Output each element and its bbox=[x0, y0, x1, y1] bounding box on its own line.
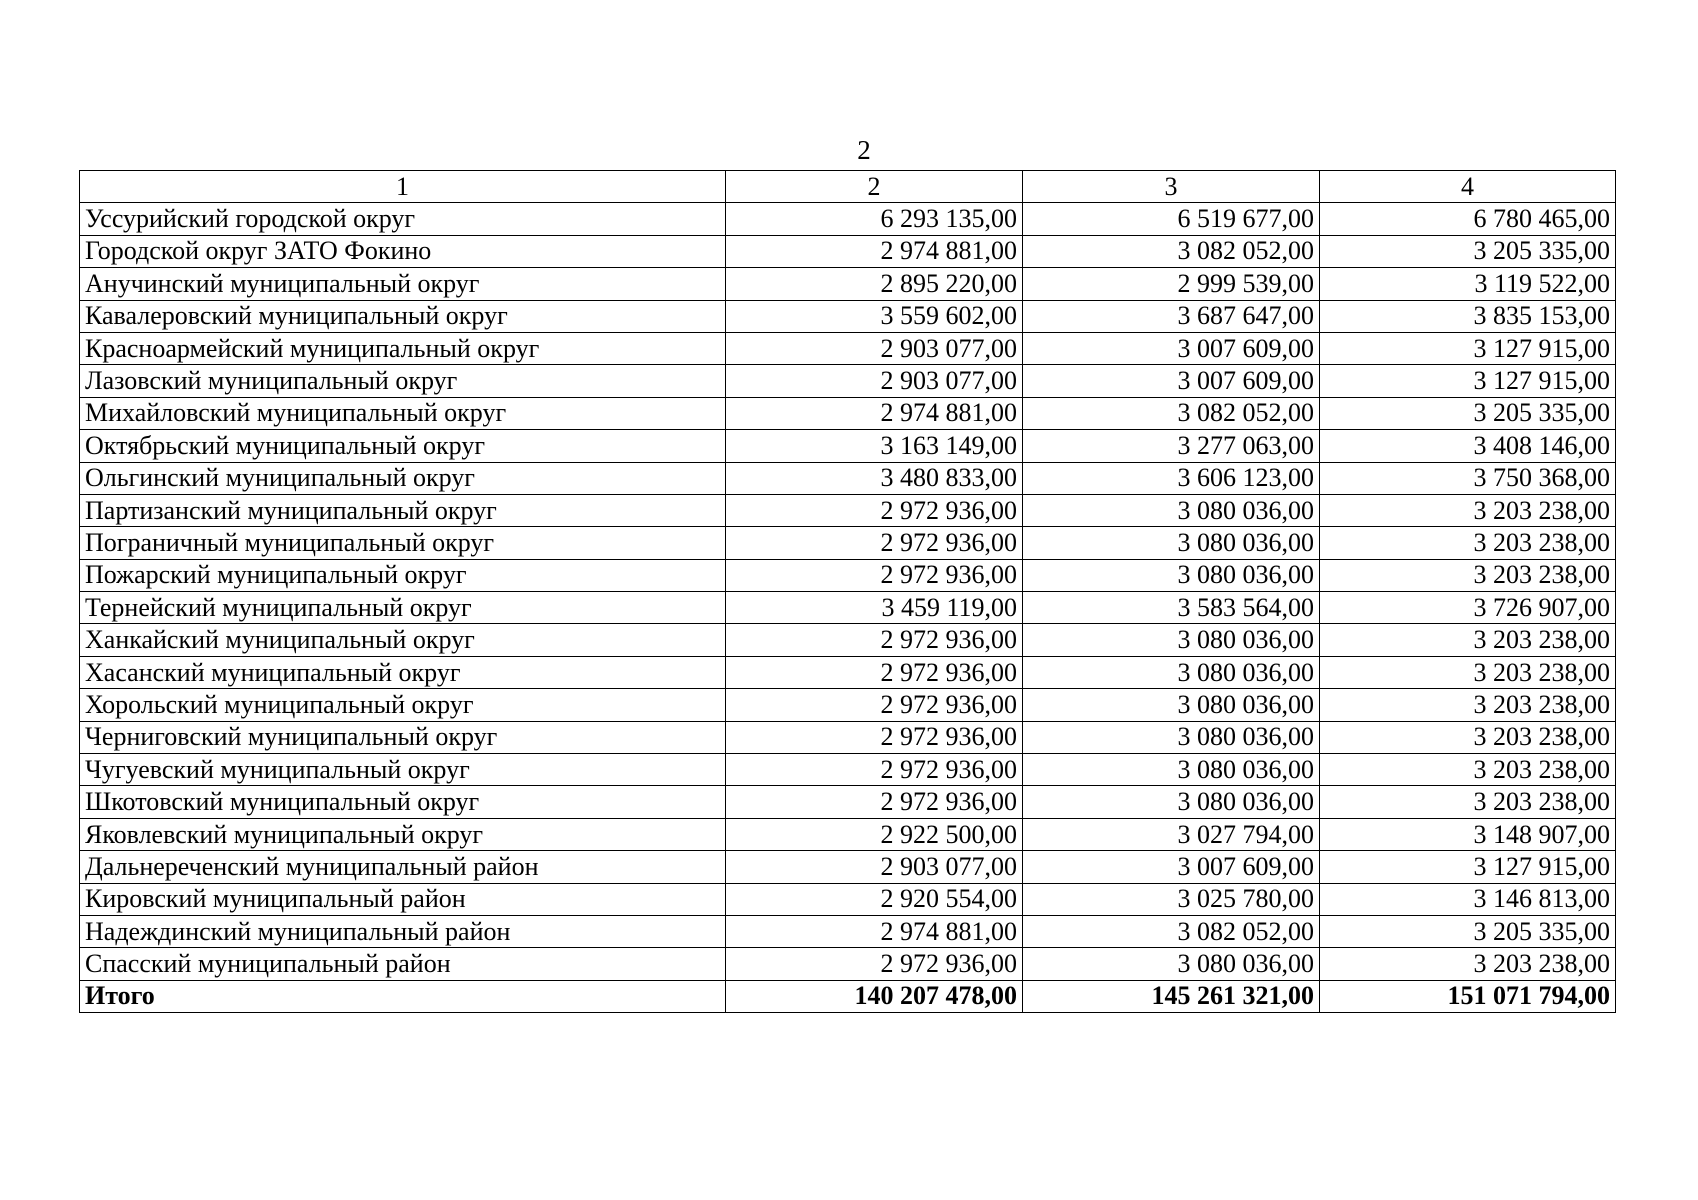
value-col-3: 3 007 609,00 bbox=[1023, 365, 1320, 397]
value-col-2: 2 972 936,00 bbox=[726, 494, 1023, 526]
value-col-2: 2 972 936,00 bbox=[726, 948, 1023, 980]
value-col-2: 3 163 149,00 bbox=[726, 430, 1023, 462]
value-col-2: 3 559 602,00 bbox=[726, 300, 1023, 332]
table-row bbox=[80, 656, 1616, 688]
table-row bbox=[80, 689, 1616, 721]
value-col-3: 3 080 036,00 bbox=[1023, 527, 1320, 559]
value-col-3: 3 025 780,00 bbox=[1023, 883, 1320, 915]
value-col-4: 3 203 238,00 bbox=[1320, 721, 1616, 753]
value-col-2: 2 895 220,00 bbox=[726, 268, 1023, 300]
table-row bbox=[80, 462, 1616, 494]
municipality-name: Октябрьский муниципальный округ bbox=[80, 430, 726, 462]
municipality-name: Пограничный муниципальный округ bbox=[80, 527, 726, 559]
value-col-4: 3 127 915,00 bbox=[1320, 851, 1616, 883]
value-col-4: 3 203 238,00 bbox=[1320, 624, 1616, 656]
value-col-2: 2 922 500,00 bbox=[726, 818, 1023, 850]
value-col-3: 3 082 052,00 bbox=[1023, 235, 1320, 267]
total-col-2: 140 207 478,00 bbox=[726, 980, 1023, 1012]
value-col-2: 2 903 077,00 bbox=[726, 332, 1023, 364]
value-col-2: 2 972 936,00 bbox=[726, 689, 1023, 721]
value-col-3: 2 999 539,00 bbox=[1023, 268, 1320, 300]
value-col-3: 3 687 647,00 bbox=[1023, 300, 1320, 332]
table-row bbox=[80, 527, 1616, 559]
table-row bbox=[80, 948, 1616, 980]
municipality-name: Партизанский муниципальный округ bbox=[80, 494, 726, 526]
value-col-3: 3 080 036,00 bbox=[1023, 689, 1320, 721]
value-col-3: 3 583 564,00 bbox=[1023, 592, 1320, 624]
value-col-4: 3 205 335,00 bbox=[1320, 397, 1616, 429]
value-col-4: 3 119 522,00 bbox=[1320, 268, 1616, 300]
value-col-2: 2 903 077,00 bbox=[726, 851, 1023, 883]
value-col-2: 2 972 936,00 bbox=[726, 786, 1023, 818]
table-row bbox=[80, 332, 1616, 364]
table-row bbox=[80, 365, 1616, 397]
table-row bbox=[80, 397, 1616, 429]
value-col-4: 3 835 153,00 bbox=[1320, 300, 1616, 332]
municipality-name: Красноармейский муниципальный округ bbox=[80, 332, 726, 364]
municipality-name: Кировский муниципальный район bbox=[80, 883, 726, 915]
value-col-3: 3 080 036,00 bbox=[1023, 656, 1320, 688]
value-col-3: 3 080 036,00 bbox=[1023, 559, 1320, 591]
value-col-2: 2 972 936,00 bbox=[726, 527, 1023, 559]
table-row bbox=[80, 915, 1616, 947]
page-number: 2 bbox=[857, 135, 871, 165]
value-col-3: 3 080 036,00 bbox=[1023, 494, 1320, 526]
municipality-name: Ольгинский муниципальный округ bbox=[80, 462, 726, 494]
value-col-4: 3 408 146,00 bbox=[1320, 430, 1616, 462]
municipality-name: Шкотовский муниципальный округ bbox=[80, 786, 726, 818]
table-row bbox=[80, 818, 1616, 850]
table-body bbox=[80, 203, 1616, 1013]
municipality-name: Хорольский муниципальный округ bbox=[80, 689, 726, 721]
municipality-name: Чугуевский муниципальный округ bbox=[80, 754, 726, 786]
value-col-2: 2 920 554,00 bbox=[726, 883, 1023, 915]
value-col-3: 3 082 052,00 bbox=[1023, 397, 1320, 429]
total-col-4: 151 071 794,00 bbox=[1320, 980, 1616, 1012]
value-col-3: 3 080 036,00 bbox=[1023, 721, 1320, 753]
value-col-4: 3 726 907,00 bbox=[1320, 592, 1616, 624]
table-row bbox=[80, 592, 1616, 624]
value-col-2: 3 480 833,00 bbox=[726, 462, 1023, 494]
municipality-name: Анучинский муниципальный округ bbox=[80, 268, 726, 300]
value-col-4: 3 203 238,00 bbox=[1320, 948, 1616, 980]
municipality-name: Городской округ ЗАТО Фокино bbox=[80, 235, 726, 267]
municipality-name: Надеждинский муниципальный район bbox=[80, 915, 726, 947]
municipality-name: Пожарский муниципальный округ bbox=[80, 559, 726, 591]
value-col-4: 3 203 238,00 bbox=[1320, 494, 1616, 526]
value-col-4: 3 205 335,00 bbox=[1320, 915, 1616, 947]
value-col-3: 3 080 036,00 bbox=[1023, 786, 1320, 818]
table-row bbox=[80, 430, 1616, 462]
column-header-2: 2 bbox=[726, 171, 1023, 203]
table-row bbox=[80, 559, 1616, 591]
value-col-3: 3 080 036,00 bbox=[1023, 948, 1320, 980]
value-col-2: 2 972 936,00 bbox=[726, 559, 1023, 591]
value-col-3: 3 080 036,00 bbox=[1023, 624, 1320, 656]
value-col-4: 3 148 907,00 bbox=[1320, 818, 1616, 850]
total-label: Итого bbox=[80, 980, 726, 1012]
municipality-name: Черниговский муниципальный округ bbox=[80, 721, 726, 753]
value-col-2: 3 459 119,00 bbox=[726, 592, 1023, 624]
value-col-3: 3 606 123,00 bbox=[1023, 462, 1320, 494]
value-col-2: 2 972 936,00 bbox=[726, 624, 1023, 656]
column-header-4: 4 bbox=[1320, 171, 1616, 203]
municipality-name: Лазовский муниципальный округ bbox=[80, 365, 726, 397]
table-row bbox=[80, 203, 1616, 235]
table-row bbox=[80, 494, 1616, 526]
table-row bbox=[80, 235, 1616, 267]
value-col-4: 3 750 368,00 bbox=[1320, 462, 1616, 494]
value-col-2: 6 293 135,00 bbox=[726, 203, 1023, 235]
table-row bbox=[80, 754, 1616, 786]
value-col-2: 2 903 077,00 bbox=[726, 365, 1023, 397]
value-col-3: 6 519 677,00 bbox=[1023, 203, 1320, 235]
value-col-4: 3 127 915,00 bbox=[1320, 332, 1616, 364]
table-row bbox=[80, 721, 1616, 753]
total-row bbox=[80, 980, 1616, 1012]
value-col-3: 3 277 063,00 bbox=[1023, 430, 1320, 462]
header-row bbox=[80, 171, 1616, 203]
municipality-name: Яковлевский муниципальный округ bbox=[80, 818, 726, 850]
value-col-3: 3 082 052,00 bbox=[1023, 915, 1320, 947]
value-col-3: 3 027 794,00 bbox=[1023, 818, 1320, 850]
table-row bbox=[80, 883, 1616, 915]
value-col-4: 3 205 335,00 bbox=[1320, 235, 1616, 267]
table-row bbox=[80, 268, 1616, 300]
value-col-3: 3 080 036,00 bbox=[1023, 754, 1320, 786]
municipality-name: Михайловский муниципальный округ bbox=[80, 397, 726, 429]
value-col-4: 3 146 813,00 bbox=[1320, 883, 1616, 915]
table-row bbox=[80, 851, 1616, 883]
value-col-4: 3 127 915,00 bbox=[1320, 365, 1616, 397]
total-col-3: 145 261 321,00 bbox=[1023, 980, 1320, 1012]
table-row bbox=[80, 786, 1616, 818]
value-col-4: 3 203 238,00 bbox=[1320, 754, 1616, 786]
municipality-name: Ханкайский муниципальный округ bbox=[80, 624, 726, 656]
value-col-4: 3 203 238,00 bbox=[1320, 559, 1616, 591]
municipality-name: Хасанский муниципальный округ bbox=[80, 656, 726, 688]
municipality-name: Кавалеровский муниципальный округ bbox=[80, 300, 726, 332]
value-col-2: 2 972 936,00 bbox=[726, 721, 1023, 753]
value-col-3: 3 007 609,00 bbox=[1023, 332, 1320, 364]
column-header-3: 3 bbox=[1023, 171, 1320, 203]
value-col-2: 2 974 881,00 bbox=[726, 397, 1023, 429]
municipality-name: Тернейский муниципальный округ bbox=[80, 592, 726, 624]
municipality-name: Уссурийский городской округ bbox=[80, 203, 726, 235]
value-col-4: 6 780 465,00 bbox=[1320, 203, 1616, 235]
value-col-4: 3 203 238,00 bbox=[1320, 656, 1616, 688]
value-col-2: 2 972 936,00 bbox=[726, 754, 1023, 786]
budget-table bbox=[79, 170, 1616, 1013]
value-col-2: 2 972 936,00 bbox=[726, 656, 1023, 688]
value-col-4: 3 203 238,00 bbox=[1320, 786, 1616, 818]
value-col-4: 3 203 238,00 bbox=[1320, 689, 1616, 721]
column-header-1: 1 bbox=[80, 171, 726, 203]
value-col-2: 2 974 881,00 bbox=[726, 915, 1023, 947]
value-col-3: 3 007 609,00 bbox=[1023, 851, 1320, 883]
table-row bbox=[80, 300, 1616, 332]
value-col-4: 3 203 238,00 bbox=[1320, 527, 1616, 559]
municipality-name: Спасский муниципальный район bbox=[80, 948, 726, 980]
municipality-name: Дальнереченский муниципальный район bbox=[80, 851, 726, 883]
value-col-2: 2 974 881,00 bbox=[726, 235, 1023, 267]
table-row bbox=[80, 624, 1616, 656]
